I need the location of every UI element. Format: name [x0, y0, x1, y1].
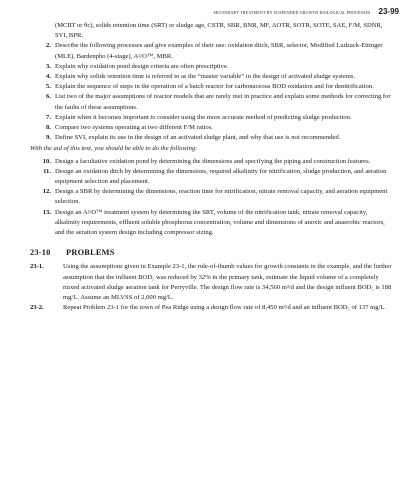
question-item-text: Design an A²/O™ treatment system by determining the SRT, volume of the nitrification tank, nitrate removal capacity, alkalinity requirements, effluent soluble phosphorus concentration, volume and dimensions of anoxic and anaerobic reactors, and the aeration system design including compressor sizing.	[55, 208, 385, 237]
question-item-number: 11.	[43, 167, 51, 175]
question-item	[30, 123, 392, 133]
question-item	[30, 72, 392, 82]
section-intro: With the aid of this text, you should be able to do the following:	[30, 145, 198, 153]
question-item-number: 10.	[42, 157, 51, 165]
question-item-text: Design an oxidation ditch by determining the dimensions, required alkalinity for nitrification, sludge production, and aeration equipment selection and placement.	[55, 167, 387, 186]
question-item-text: Design a facultative oxidation pond by determining the dimensions and specifying the piping and construction features.	[55, 157, 371, 165]
question-item	[30, 157, 392, 167]
question-item-text: Explain why solids retention time is referred to as the “master variable” in the design of activated sludge systems.	[55, 73, 356, 81]
problem-item-text: Repeat Problem 23-1 for the town of Pea Ridge using a design flow rate of 8,450 m³/d and an influent BOD₅ of 137 mg/L.	[63, 304, 387, 312]
question-item-number: 6.	[46, 93, 51, 101]
problem-item	[30, 262, 392, 303]
running-header	[40, 7, 399, 16]
question-item-text: List two of the major assumptions of reactor models that are rarely met in practice and explain some methods for correcting for the faults of these assumptions.	[55, 93, 391, 111]
question-item	[30, 208, 392, 239]
page-number: 23-99	[378, 7, 399, 16]
question-item-text: Design a SBR by determining the dimensions, reaction time for nitrification, nitrate removal capacity, and aeration equipment selection.	[55, 188, 388, 206]
question-item	[30, 62, 392, 72]
question-item-number: 3.	[46, 62, 51, 70]
problem-item-number: 23-2.	[30, 304, 44, 312]
question-item-text: Explain when it becomes important to consider using the more accurate method of predicting sludge production.	[55, 113, 352, 121]
section-heading	[30, 248, 392, 258]
question-item-text: Describe the following processes and give examples of their use: oxidation ditch, SBR, selector, Modified Ludzack-Ettinger (MLE), Bardenpho (4-stage), A²/O™, MBR.	[55, 42, 383, 60]
question-item-number: 13.	[42, 208, 51, 216]
question-item-number: 12.	[42, 188, 51, 196]
question-item	[30, 41, 392, 61]
question-item-text: Compare two systems operating at two different F/M ratios.	[55, 124, 213, 132]
spacer	[30, 238, 392, 248]
question-item-text: Explain the sequence of steps in the operation of a batch reactor for carbonaceous BOD oxidation and for denitrification.	[55, 83, 374, 91]
question-item-number: 7.	[46, 113, 51, 121]
question-item-number: 9.	[46, 134, 51, 142]
question-item	[30, 92, 392, 112]
question-item-text: Explain why oxidation pond design criteria are often prescriptive.	[55, 62, 229, 70]
problem-item	[30, 303, 392, 313]
section-number: 23-10	[30, 248, 51, 258]
question-item-number: 8.	[46, 124, 51, 132]
section-title: PROBLEMS	[66, 248, 115, 258]
problem-list	[30, 262, 392, 313]
question-item-number: 2.	[46, 42, 51, 50]
continued-paragraph: (MCRT or θc), solids retention time (SRT) or sludge age, CSTR, SBR, BNR, MF, AOTR, SOTR, SOTE, SAE, F/M, SDNR, SVI, BPR.	[55, 22, 383, 40]
question-item-text: Define SVI, explain its use in the design of an activated sludge plant, and why that use is not recommended.	[55, 134, 341, 142]
question-item-number: 5.	[46, 83, 51, 91]
problem-item-text: Using the assumptions given in Example 23-1, the rule-of-thumb values for growth constants in the example, and the further assumption that the influent BOD₅ was reduced by 32% in the primary tank, estimate the liquid volume of a completely mixed activated sludge aeration tank for Perryville. The design flow rate is 34,560 m³/d and the design influent BOD₅ is 188 mg/L. Assume an MLVSS of 2,000 mg/L.	[63, 263, 392, 302]
problem-item-number: 23-1.	[30, 263, 44, 271]
question-item	[30, 187, 392, 207]
question-list-a	[30, 41, 392, 143]
page-content	[30, 21, 392, 313]
question-item	[30, 133, 392, 143]
question-item-number: 4.	[46, 73, 51, 81]
question-item	[30, 82, 392, 92]
running-title: SECONDARY TREATMENT BY SUSPENDED GROWTH BIOLOGICAL PROCESSES	[213, 11, 371, 15]
question-item	[30, 167, 392, 187]
question-list-b	[30, 157, 392, 239]
question-item	[30, 113, 392, 123]
